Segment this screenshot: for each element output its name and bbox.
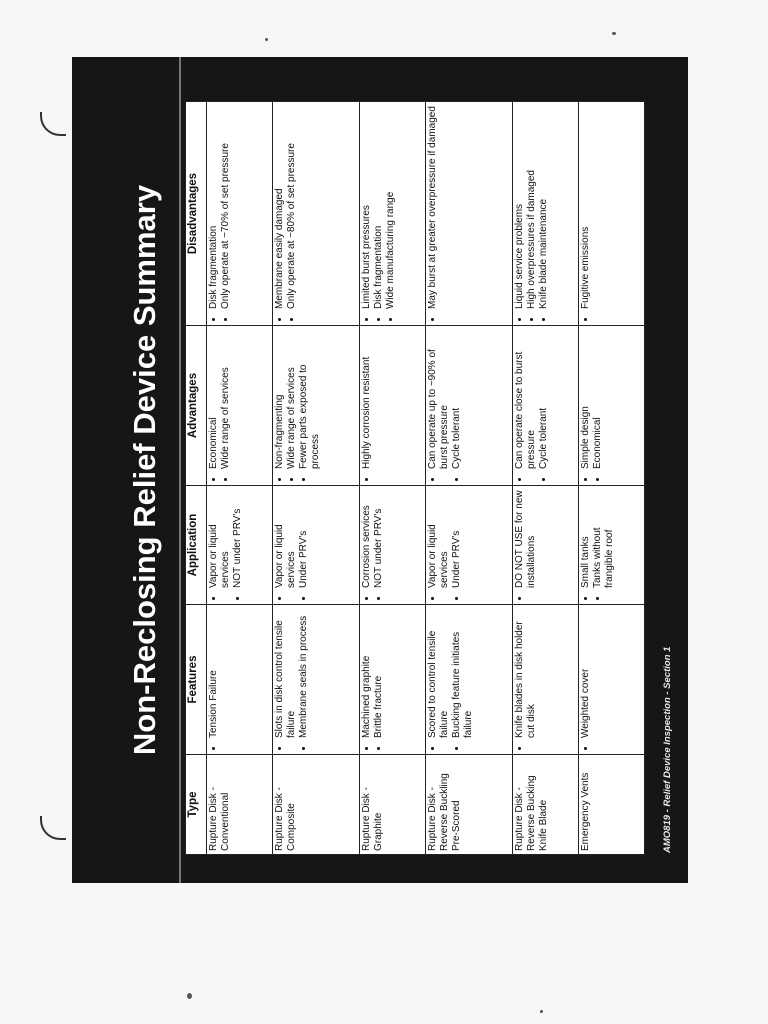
punch-hole-mark — [40, 112, 66, 136]
list-item: • Fugitive emissions — [580, 105, 592, 309]
list-item: • Vapor or liquid services — [427, 489, 451, 588]
title-divider — [179, 57, 181, 883]
header-disadvantages: Disadvantages — [186, 102, 207, 326]
cell-advantages — [425, 326, 512, 486]
table-row — [273, 102, 360, 855]
list-item: • Knife blade maintenance — [538, 105, 550, 309]
cell-application — [425, 486, 512, 605]
list-item: • Economical — [208, 329, 220, 469]
list-item: • Economical — [592, 329, 604, 469]
table-row — [359, 102, 425, 855]
list-item: • Non-fragmenting — [274, 329, 286, 469]
cell-disadvantages — [425, 102, 512, 326]
table-header-row — [186, 102, 207, 855]
header-application: Application — [186, 486, 207, 605]
list-item: • Knife blades in disk holder cut disk — [514, 608, 538, 738]
list-item: • DO NOT USE for new installations — [514, 489, 538, 588]
scan-speck — [187, 993, 192, 999]
list-item: • May burst at greater overpressure if damaged — [427, 105, 439, 309]
list-item: • Slots in disk control tensile failure — [274, 608, 298, 738]
cell-disadvantages — [273, 102, 360, 326]
relief-device-table — [185, 101, 645, 855]
cell-type: Rupture Disk - Reverse Bucking Knife Blade — [512, 755, 578, 855]
cell-features — [512, 605, 578, 755]
list-item: • Vapor or liquid services — [208, 489, 232, 588]
slide-content — [72, 57, 688, 883]
list-item: • Bucking feature initiates failure — [451, 608, 475, 738]
list-item: • Weighted cover — [580, 608, 592, 738]
cell-type: Rupture Disk - Reverse Buckling Pre-Scored — [425, 755, 512, 855]
table-row — [207, 102, 273, 855]
slide — [72, 57, 688, 883]
list-item: • Can operate close to burst pressure — [514, 329, 538, 469]
table-row — [512, 102, 578, 855]
cell-disadvantages — [578, 102, 644, 326]
cell-application — [578, 486, 644, 605]
slide-footer: AMO819 - Relief Device Inspection - Section 1 — [662, 646, 673, 853]
list-item: • NOT under PRV's — [373, 489, 385, 588]
list-item: • Tanks without frangible roof — [592, 489, 616, 588]
cell-features — [359, 605, 425, 755]
cell-features — [207, 605, 273, 755]
header-features: Features — [186, 605, 207, 755]
cell-type: Rupture Disk - Conventional — [207, 755, 273, 855]
cell-disadvantages — [359, 102, 425, 326]
list-item: • Limited burst pressures — [361, 105, 373, 309]
list-item: • Corrosion services — [361, 489, 373, 588]
list-item: • Membrane easily damaged — [274, 105, 286, 309]
cell-advantages — [359, 326, 425, 486]
table-row — [425, 102, 512, 855]
list-item: • Membrane seals in process — [298, 608, 310, 738]
cell-application — [207, 486, 273, 605]
list-item: • Cycle tolerant — [451, 329, 463, 469]
list-item: • Wide range of services — [220, 329, 232, 469]
list-item: • Cycle tolerant — [538, 329, 550, 469]
list-item: • Simple design — [580, 329, 592, 469]
cell-features — [273, 605, 360, 755]
list-item: • Machined graphite — [361, 608, 373, 738]
cell-advantages — [578, 326, 644, 486]
list-item: • Highly corrosion resistant — [361, 329, 373, 469]
cell-type: Emergency Vents — [578, 755, 644, 855]
cell-type: Rupture Disk - Composite — [273, 755, 360, 855]
list-item: • Wide range of services — [286, 329, 298, 469]
cell-type: Rupture Disk - Graphite — [359, 755, 425, 855]
cell-application — [273, 486, 360, 605]
list-item: • Small tanks — [580, 489, 592, 588]
list-item: • Brittle fracture — [373, 608, 385, 738]
cell-disadvantages — [207, 102, 273, 326]
cell-application — [359, 486, 425, 605]
list-item: • NOT under PRV's — [232, 489, 244, 588]
scan-speck — [265, 38, 268, 41]
list-item: • Vapor or liquid services — [274, 489, 298, 588]
punch-hole-mark — [40, 816, 66, 840]
scan-speck — [540, 1010, 543, 1013]
cell-advantages — [207, 326, 273, 486]
list-item: • Liquid service problems — [514, 105, 526, 309]
cell-advantages — [512, 326, 578, 486]
header-advantages: Advantages — [186, 326, 207, 486]
list-item: • Wide manufacturing range — [385, 105, 397, 309]
cell-features — [425, 605, 512, 755]
list-item: • Scored to control tensile failure — [427, 608, 451, 738]
list-item: • Only operate at ~70% of set pressure — [220, 105, 232, 309]
list-item: • Under PRV's — [451, 489, 463, 588]
list-item: • Disk fragmentation — [373, 105, 385, 309]
cell-advantages — [273, 326, 360, 486]
list-item: • Can operate up to ~90% of burst pressure — [427, 329, 451, 469]
list-item: • Disk fragmentation — [208, 105, 220, 309]
cell-application — [512, 486, 578, 605]
list-item: • Fewer parts exposed to process — [298, 329, 322, 469]
table-row — [578, 102, 644, 855]
list-item: • Tension Failure — [208, 608, 220, 738]
list-item: • Only operate at ~80% of set pressure — [286, 105, 298, 309]
header-type: Type — [186, 755, 207, 855]
list-item: • High overpressures if damaged — [526, 105, 538, 309]
list-item: • Under PRV's — [298, 489, 310, 588]
cell-features — [578, 605, 644, 755]
scan-speck — [612, 32, 616, 35]
cell-disadvantages — [512, 102, 578, 326]
slide-title: Non-Reclosing Relief Device Summary — [127, 184, 162, 756]
